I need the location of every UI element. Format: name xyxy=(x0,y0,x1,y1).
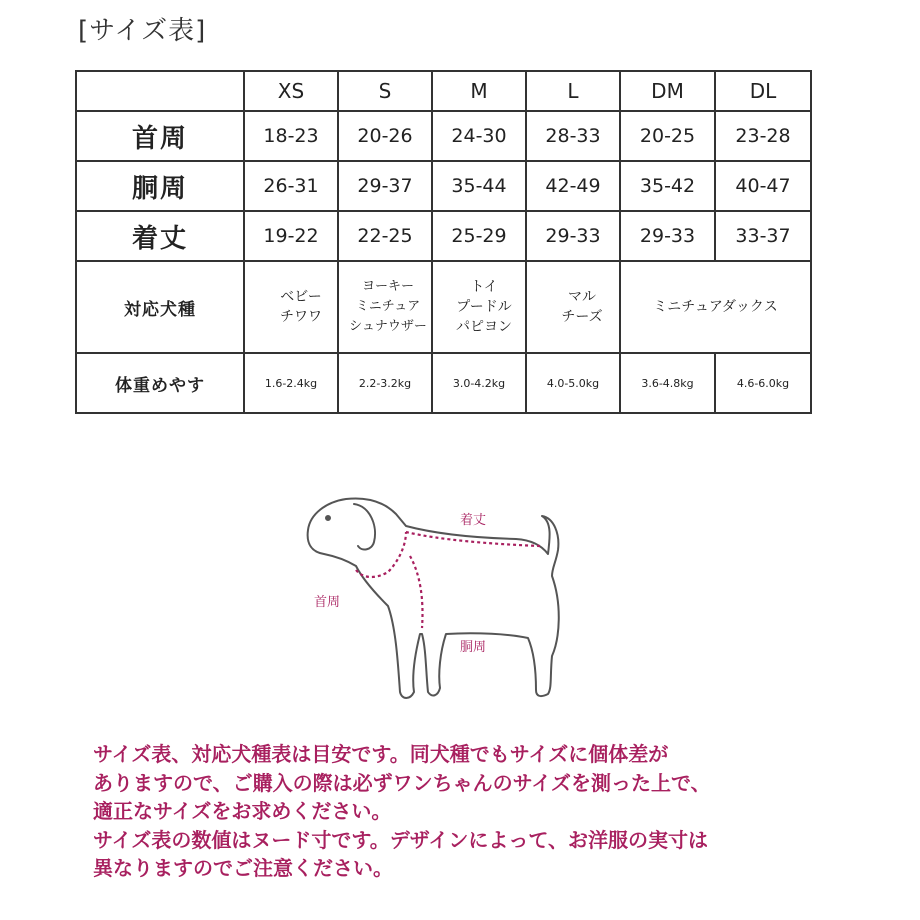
weight-cell: 1.6-2.4kg xyxy=(244,353,338,413)
size-header: L xyxy=(526,71,620,111)
weight-cell: 3.0-4.2kg xyxy=(432,353,526,413)
note-line: ありますので、ご購入の際は必ずワンちゃんのサイズを測った上で、 xyxy=(93,770,711,795)
table-cell: 23-28 xyxy=(715,111,811,161)
note-line: サイズ表の数値はヌード寸です。デザインによって、お洋服の実寸は xyxy=(93,827,708,852)
row-header-length: 着丈 xyxy=(76,211,244,261)
dog-outline xyxy=(308,498,559,698)
breed-line: マル xyxy=(568,289,596,305)
weight-cell: 4.6-6.0kg xyxy=(715,353,811,413)
breed-line: パピヨン xyxy=(456,319,512,335)
page-title: [サイズ表] xyxy=(78,16,207,46)
note-line: 異なりますのでご注意ください。 xyxy=(93,856,393,880)
breed-line: ヨーキー xyxy=(361,279,414,294)
chest-label: 胴周 xyxy=(460,640,487,655)
breed-line: プードル xyxy=(456,299,512,315)
table-cell: 18-23 xyxy=(244,111,338,161)
table-cell: 33-37 xyxy=(715,211,811,261)
table-cell: 42-49 xyxy=(526,161,620,211)
weight-cell: 3.6-4.8kg xyxy=(620,353,715,413)
table-cell: 29-33 xyxy=(526,211,620,261)
note-line: 適正なサイズをお求めください。 xyxy=(93,799,392,823)
table-cell: 22-25 xyxy=(338,211,432,261)
table-row xyxy=(76,211,811,261)
dog-ear xyxy=(354,504,375,549)
neck-measure-line xyxy=(356,532,406,577)
corner-cell xyxy=(76,71,244,111)
table-cell: 20-26 xyxy=(338,111,432,161)
table-cell: 29-37 xyxy=(338,161,432,211)
neck-label: 首周 xyxy=(314,595,341,610)
size-table xyxy=(75,70,812,414)
table-cell: 25-29 xyxy=(432,211,526,261)
row-header-weight: 体重めやす xyxy=(76,353,244,413)
breed-line: シュナウザー xyxy=(349,319,427,334)
row-header-breed: 対応犬種 xyxy=(76,261,244,353)
breed-cell-s xyxy=(338,261,432,353)
row-header-neck: 首周 xyxy=(76,111,244,161)
size-header-row xyxy=(76,71,811,111)
length-label: 着丈 xyxy=(460,513,487,528)
table-cell: 35-44 xyxy=(432,161,526,211)
chest-measure-line xyxy=(410,556,423,628)
breed-cell-l xyxy=(526,261,620,353)
breed-cell-d: ミニチュアダックス xyxy=(620,261,811,353)
breed-cell-xs xyxy=(244,261,338,353)
breed-line: チーズ xyxy=(561,309,603,325)
weight-cell: 2.2-3.2kg xyxy=(338,353,432,413)
size-header: DM xyxy=(620,71,715,111)
table-cell: 35-42 xyxy=(620,161,715,211)
table-cell: 29-33 xyxy=(620,211,715,261)
weight-row xyxy=(76,353,811,413)
weight-cell: 4.0-5.0kg xyxy=(526,353,620,413)
size-header: M xyxy=(432,71,526,111)
breed-line: ベビー xyxy=(280,289,322,305)
breed-line: ミニチュア xyxy=(355,299,421,314)
note-line: サイズ表、対応犬種表は目安です。同犬種でもサイズに個体差が xyxy=(93,742,669,766)
breed-line: トイ xyxy=(470,279,498,295)
dog-eye xyxy=(326,516,330,520)
size-header: S xyxy=(338,71,432,111)
breed-row xyxy=(76,261,811,353)
row-header-chest: 胴周 xyxy=(76,161,244,211)
size-notes xyxy=(93,740,853,883)
table-cell: 24-30 xyxy=(432,111,526,161)
measure-lines xyxy=(356,532,540,628)
table-row xyxy=(76,111,811,161)
table-cell: 28-33 xyxy=(526,111,620,161)
breed-line: チワワ xyxy=(280,309,322,325)
size-header: DL xyxy=(715,71,811,111)
dog-measurement-diagram xyxy=(290,488,590,703)
table-row xyxy=(76,161,811,211)
table-cell: 26-31 xyxy=(244,161,338,211)
breed-cell-m xyxy=(432,261,526,353)
size-header: XS xyxy=(244,71,338,111)
table-cell: 40-47 xyxy=(715,161,811,211)
table-cell: 20-25 xyxy=(620,111,715,161)
table-cell: 19-22 xyxy=(244,211,338,261)
